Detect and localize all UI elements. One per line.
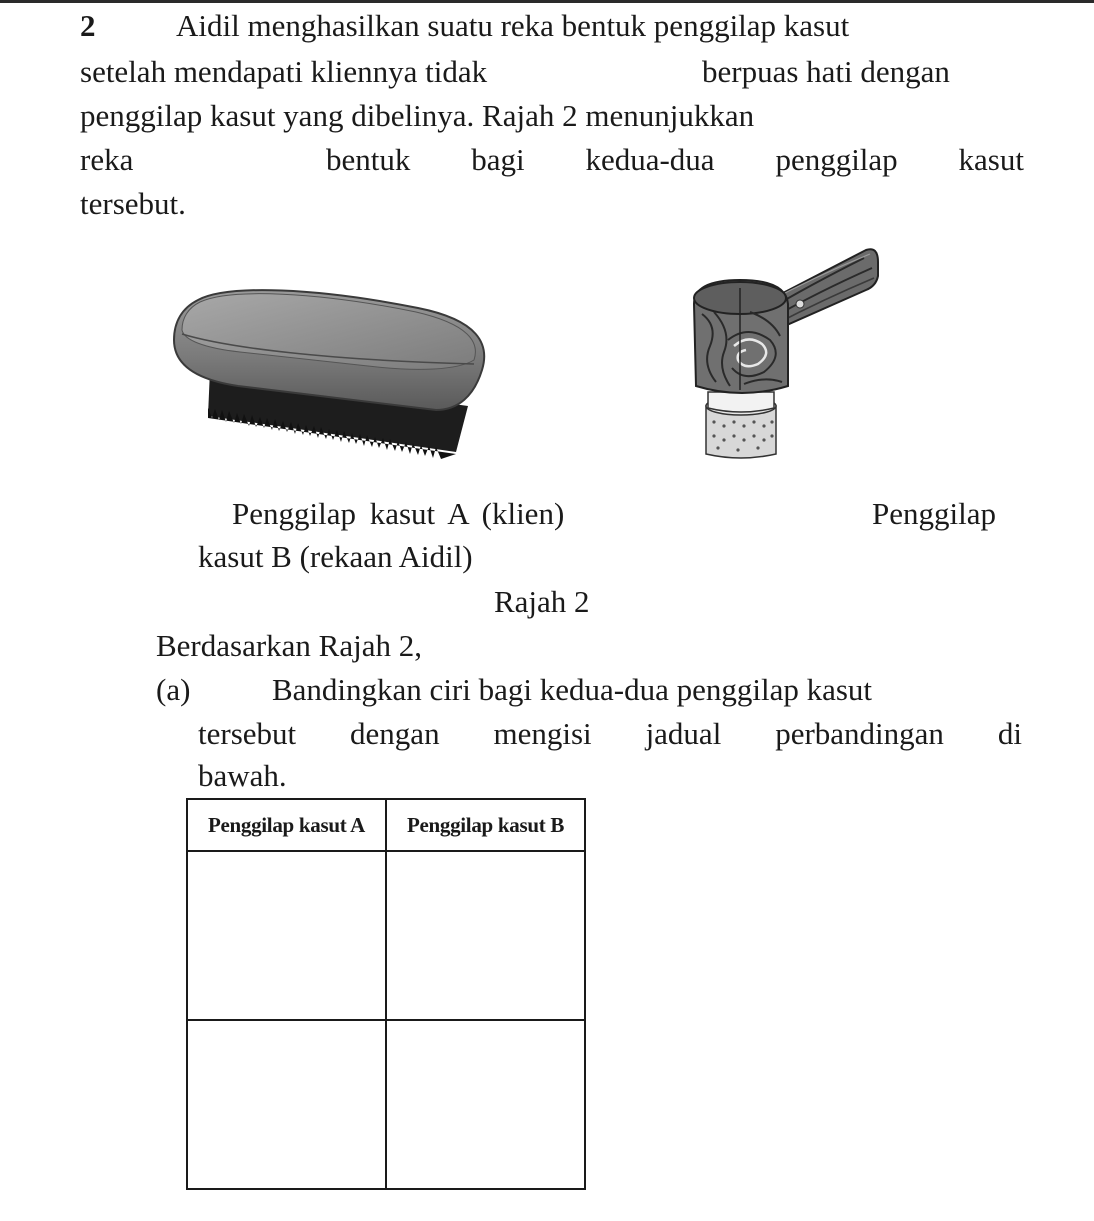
answer-cell-a2[interactable]	[187, 1020, 386, 1189]
question-line-4b	[326, 140, 1024, 180]
word: kedua-dua	[585, 142, 715, 177]
question-line-2b: berpuas hati dengan	[702, 54, 950, 89]
part-a-line-1: Bandingkan ciri bagi kedua-dua penggilap kasut	[272, 672, 873, 707]
answer-cell-a1[interactable]	[187, 851, 386, 1020]
word: kasut	[958, 142, 1024, 177]
word: mengisi	[493, 716, 592, 751]
word: bagi	[471, 142, 525, 177]
caption-b-start: Penggilap	[872, 496, 996, 531]
header-penggilap-a: Penggilap kasut A	[187, 799, 386, 851]
question-line-3: penggilap kasut yang dibelinya. Rajah 2 menunjukkan	[80, 98, 755, 133]
question-line-1	[176, 6, 1022, 46]
question-line-4a: reka	[80, 142, 134, 177]
part-a-line-3: bawah.	[198, 758, 287, 793]
part-a-line-2	[198, 714, 1022, 754]
question-line-1-text: Aidil menghasilkan suatu reka bentuk penggilap kasut	[176, 8, 850, 43]
shoe-polisher-b-image	[688, 236, 888, 461]
caption-a: Penggilap kasut A (klien)	[232, 496, 565, 531]
comparison-table	[186, 798, 586, 1190]
top-rule	[0, 0, 1094, 3]
figure-title: Rajah 2	[494, 584, 590, 619]
question-line-5: tersebut.	[80, 186, 186, 221]
word: tersebut	[198, 716, 297, 751]
table-row	[187, 851, 585, 1020]
answer-cell-b2[interactable]	[386, 1020, 585, 1189]
caption-b-end: kasut B (rekaan Aidil)	[198, 539, 473, 574]
word: perbandingan	[775, 716, 944, 751]
part-a-label: (a)	[156, 672, 191, 707]
shoe-brush-a-image	[168, 278, 498, 463]
answer-cell-b1[interactable]	[386, 851, 585, 1020]
header-penggilap-b: Penggilap kasut B	[386, 799, 585, 851]
word: di	[997, 716, 1022, 751]
word: penggilap	[775, 142, 898, 177]
table-header-row	[187, 799, 585, 851]
question-number: 2	[80, 8, 96, 43]
table-row	[187, 1020, 585, 1189]
word: jadual	[645, 716, 722, 751]
part-a-intro: Berdasarkan Rajah 2,	[156, 628, 422, 663]
word: bentuk	[326, 142, 411, 177]
question-line-2a: setelah mendapati kliennya tidak	[80, 54, 488, 89]
word: dengan	[350, 716, 440, 751]
